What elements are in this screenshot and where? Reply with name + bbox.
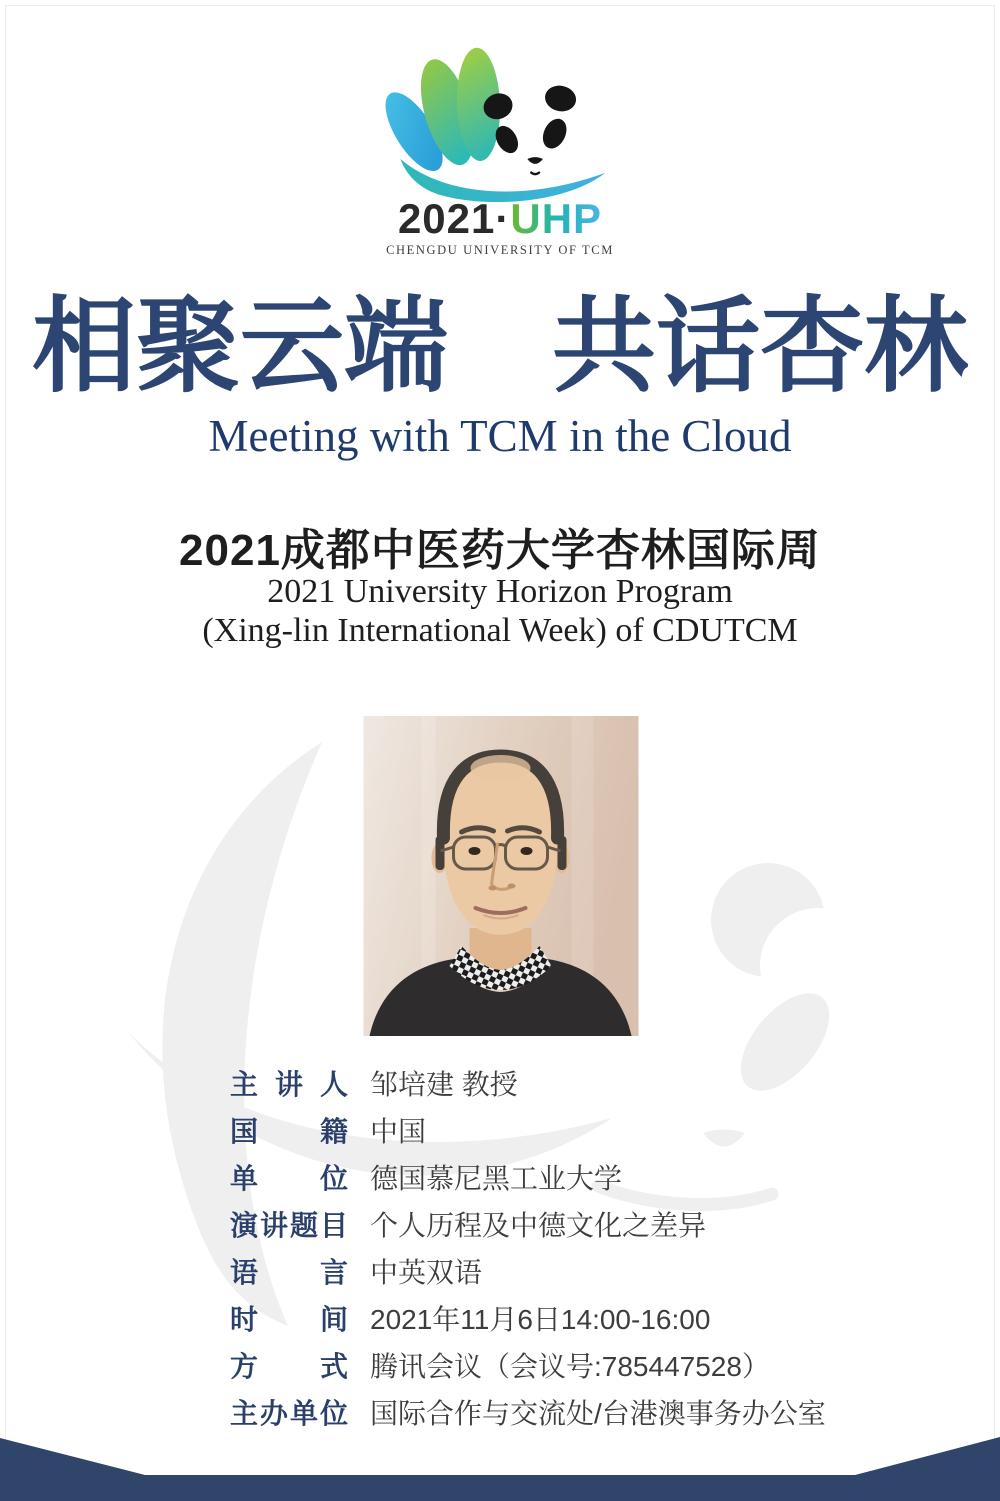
detail-row — [230, 1153, 826, 1200]
detail-label: 主讲人 — [230, 1068, 348, 1100]
detail-label: 语言 — [230, 1256, 348, 1288]
detail-label: 演讲题目 — [230, 1209, 348, 1241]
detail-value: 邹培建 教授 — [370, 1068, 518, 1100]
footer-band — [0, 1437, 1000, 1501]
logo-year-text: 2021· — [397, 195, 511, 242]
chinese-heading: 2021成都中医药大学杏林国际周 — [179, 526, 821, 575]
detail-row — [230, 1247, 826, 1294]
detail-row — [230, 1200, 826, 1247]
panda-nose — [527, 157, 543, 164]
university-logo — [0, 36, 1000, 258]
speaker-photo — [363, 716, 639, 1036]
panda-eye-right — [538, 115, 571, 152]
detail-label: 时间 — [230, 1303, 348, 1335]
english-subtitle: Meeting with TCM in the Cloud — [208, 411, 792, 461]
logo-leaves-panda-icon — [369, 36, 631, 202]
detail-label: 国籍 — [230, 1115, 348, 1147]
english-heading-line2: (Xing-lin International Week) of CDUTCM — [202, 612, 798, 649]
detail-value: 2021年11月6日14:00-16:00 — [370, 1303, 711, 1335]
details-list — [230, 1059, 826, 1435]
detail-value: 国际合作与交流处/台港澳事务办公室 — [370, 1397, 826, 1429]
panda-ear-right — [543, 83, 579, 114]
speaker-portrait-illustration — [363, 716, 639, 1036]
logo-acronym-text: UHP — [510, 195, 603, 242]
detail-row — [230, 1059, 826, 1106]
detail-value: 个人历程及中德文化之差异 — [370, 1209, 707, 1241]
detail-value: 中英双语 — [370, 1256, 483, 1288]
english-heading-line1: 2021 University Horizon Program — [267, 573, 733, 610]
detail-row — [230, 1388, 826, 1435]
detail-value: 德国慕尼黑工业大学 — [370, 1162, 623, 1194]
detail-row — [230, 1106, 826, 1153]
detail-label: 单位 — [230, 1162, 348, 1194]
detail-row — [230, 1294, 826, 1341]
logo-university-name: CHENGDU UNIVERSITY OF TCM — [386, 243, 614, 258]
calligraphy-title: 相聚云端 共话杏林 — [31, 284, 968, 407]
detail-value: 中国 — [370, 1115, 427, 1147]
detail-label: 方式 — [230, 1350, 348, 1382]
detail-label: 主办单位 — [230, 1397, 348, 1429]
logo-wordmark — [0, 196, 1000, 242]
detail-row — [230, 1341, 826, 1388]
detail-value: 腾讯会议（会议号:785447528） — [370, 1350, 770, 1382]
panda-mouth — [531, 173, 539, 174]
english-heading — [0, 572, 1000, 650]
